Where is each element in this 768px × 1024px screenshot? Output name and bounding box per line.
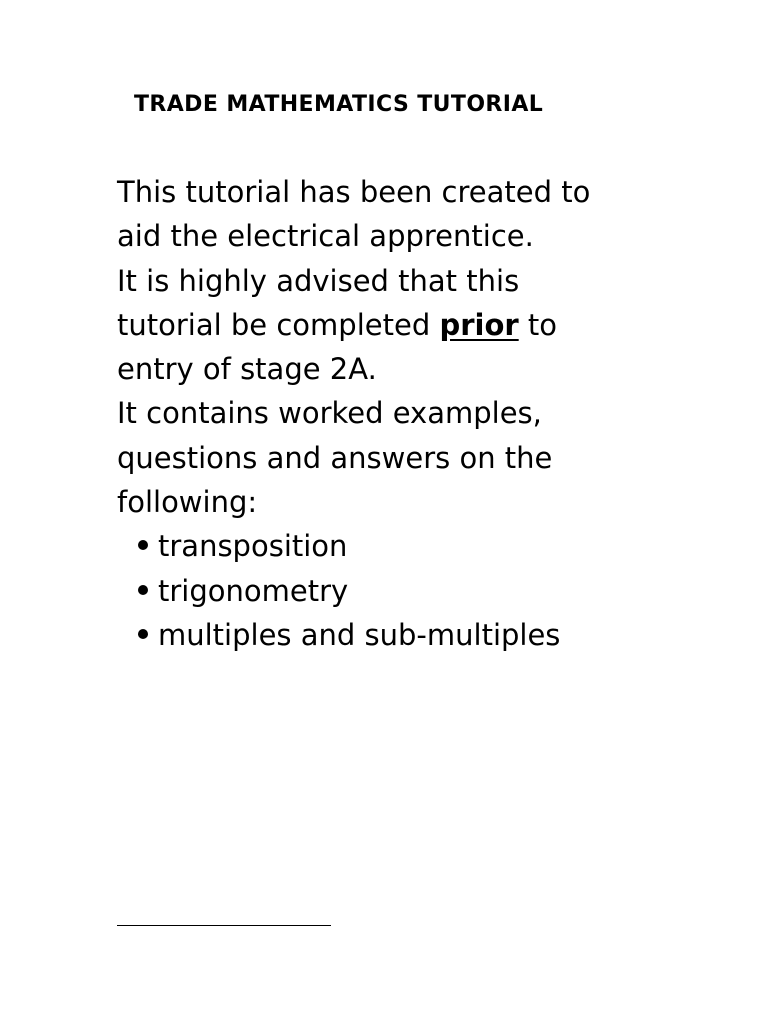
bullet-icon [138, 585, 148, 595]
document-body [117, 170, 737, 657]
contents-line-2: questions and answers on the [117, 440, 553, 475]
advice-line-2 [117, 303, 737, 347]
bullet-icon [138, 629, 148, 639]
advice-line-3: entry of stage 2A. [117, 352, 377, 387]
topic-label: multiples and sub-multiples [158, 617, 561, 652]
topic-item [117, 613, 737, 657]
topic-item [117, 569, 737, 613]
topic-item [117, 524, 737, 568]
advice-line-1: It is highly advised that this [117, 263, 520, 298]
topic-list [117, 524, 737, 657]
contents-line-1: It contains worked examples, [117, 396, 542, 431]
topic-label: transposition [158, 529, 348, 564]
footnote-separator [117, 925, 331, 926]
emphasis-prior: prior [439, 307, 519, 342]
advice-text-after: to [518, 307, 558, 342]
document-title: TRADE MATHEMATICS TUTORIAL [134, 92, 544, 117]
intro-line-2: aid the electrical apprentice. [117, 219, 534, 254]
bullet-icon [138, 540, 148, 550]
intro-line-1: This tutorial has been created to [117, 175, 591, 209]
contents-line-3: following: [117, 485, 258, 520]
topic-label: trigonometry [158, 573, 349, 608]
advice-text-before: tutorial be completed [117, 307, 440, 342]
